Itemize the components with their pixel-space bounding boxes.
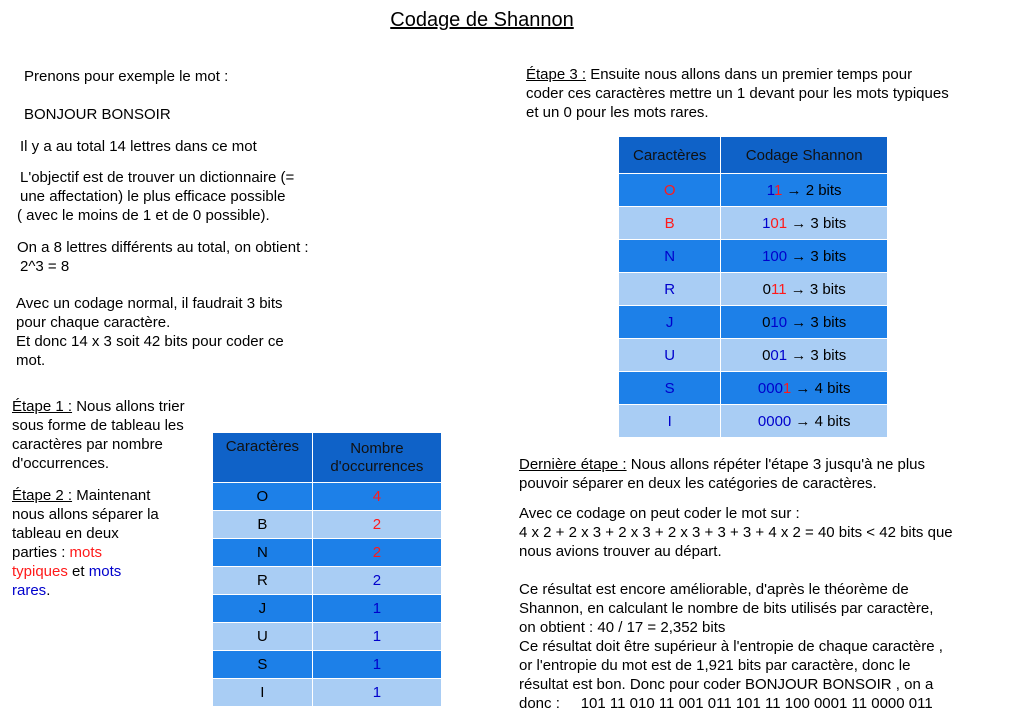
- step3-label: Étape 3 :: [526, 66, 587, 83]
- occ-char: I: [213, 679, 313, 707]
- table-row: [213, 651, 442, 679]
- code-bits: → 3 bits: [787, 214, 847, 232]
- occ-count: 2: [312, 539, 441, 567]
- shannon-char: U: [619, 339, 721, 372]
- distinct-letters-line-2: 2^3 = 8: [20, 258, 70, 275]
- table-row: [619, 372, 888, 405]
- normal-coding-line-2: pour chaque caractère.: [16, 314, 171, 331]
- table-row: [213, 539, 442, 567]
- last-step-line-2: pouvoir séparer en deux les catégories de caractères.: [519, 475, 877, 492]
- occ-count: 2: [312, 567, 441, 595]
- occ-count: 1: [312, 651, 441, 679]
- step1-line-1: [12, 397, 185, 416]
- shannon-char: J: [619, 306, 721, 339]
- normal-coding-line-4: mot.: [16, 352, 46, 369]
- occ-header-count-l1: Nombre: [350, 439, 404, 457]
- result-line-7: Ce résultat doit être supérieur à l'entropie de chaque caractère ,: [519, 638, 943, 655]
- step2-line-5: [12, 562, 121, 581]
- step2-line-3: tableau en deux: [12, 525, 119, 542]
- occ-char: J: [213, 595, 313, 623]
- normal-coding-line-3: Et donc 14 x 3 soit 42 bits pour coder ce: [16, 333, 284, 350]
- shannon-char: I: [619, 405, 721, 438]
- occ-count: 1: [312, 595, 441, 623]
- occ-count: 1: [312, 623, 441, 651]
- shannon-char: O: [619, 174, 721, 207]
- shannon-char: R: [619, 273, 721, 306]
- normal-coding-line-1: Avec un codage normal, il faudrait 3 bits: [16, 295, 283, 312]
- step1-text: Nous allons trier: [72, 398, 185, 415]
- result-line-2: 4 x 2 + 2 x 3 + 2 x 3 + 2 x 3 + 3 + 3 + 4 x 2 = 40 bits < 42 bits que: [519, 524, 953, 541]
- page-title: Codage de Shannon: [390, 9, 574, 31]
- code-suffix: 11: [770, 280, 787, 298]
- code-bits: → 3 bits: [787, 313, 847, 331]
- occ-char: U: [213, 623, 313, 651]
- objective-line-2: une affectation) le plus efficace possible: [20, 188, 286, 205]
- code-suffix: 01: [770, 214, 788, 232]
- rare-words-label-a: mots: [88, 563, 122, 580]
- code-prefix: 1: [762, 214, 771, 232]
- code-bits: → 4 bits: [791, 379, 851, 397]
- code-bits: → 3 bits: [787, 247, 847, 265]
- table-row: [619, 339, 888, 372]
- shannon-code: [721, 240, 888, 273]
- table-row: [619, 273, 888, 306]
- step3-line-3: et un 0 pour les mots rares.: [526, 104, 709, 121]
- table-row: [213, 595, 442, 623]
- example-word: BONJOUR BONSOIR: [24, 106, 171, 123]
- step2-parties: parties :: [12, 544, 70, 561]
- shannon-char: S: [619, 372, 721, 405]
- step3-text: Ensuite nous allons dans un premier temps pour: [586, 66, 913, 83]
- result-line-4: Ce résultat est encore améliorable, d'après le théorème de: [519, 581, 909, 598]
- result-line-6: on obtient : 40 / 17 = 2,352 bits: [519, 619, 726, 636]
- occ-count: 2: [312, 511, 441, 539]
- occ-char: B: [213, 511, 313, 539]
- step2-text: Maintenant: [72, 487, 151, 504]
- last-step-line-1: [519, 455, 925, 474]
- result-line-10: donc : 101 11 010 11 001 011 101 11 100 0001 11 0000 011: [519, 695, 933, 712]
- shannon-code: [721, 339, 888, 372]
- shannon-code: [721, 273, 888, 306]
- code-suffix: 00: [770, 247, 788, 265]
- step1-line-3: caractères par nombre: [12, 436, 163, 453]
- typical-words-label-a: mots: [69, 544, 103, 561]
- code-prefix: 1: [762, 247, 771, 265]
- objective-line-1: L'objectif est de trouver un dictionnaire (=: [20, 169, 295, 186]
- code-bits: → 4 bits: [791, 412, 851, 430]
- result-line-3: nous avions trouver au départ.: [519, 543, 722, 560]
- shannon-table: [618, 136, 888, 438]
- table-row: [619, 174, 888, 207]
- shannon-header-char: Caractères: [619, 137, 721, 174]
- occ-count: 1: [312, 679, 441, 707]
- code-prefix: 0: [762, 313, 771, 331]
- table-row: [619, 240, 888, 273]
- shannon-code: [721, 306, 888, 339]
- table-row: [213, 679, 442, 707]
- last-step-text: Nous allons répéter l'étape 3 jusqu'à ne plus: [626, 456, 925, 473]
- code-prefix: 0: [762, 280, 771, 298]
- table-row: [619, 306, 888, 339]
- step1-line-2: sous forme de tableau les: [12, 417, 184, 434]
- step2-line-1: [12, 486, 150, 505]
- step3-line-1: [526, 65, 912, 84]
- step2-line-4: [12, 543, 102, 562]
- shannon-code: [721, 372, 888, 405]
- objective-line-3: ( avec le moins de 1 et de 0 possible).: [17, 207, 270, 224]
- shannon-char: B: [619, 207, 721, 240]
- code-suffix: 1: [782, 379, 792, 397]
- step2-label: Étape 2 :: [12, 487, 73, 504]
- step2-dot: .: [46, 582, 51, 599]
- step2-line-6: [12, 581, 50, 600]
- occ-char: S: [213, 651, 313, 679]
- rare-words-label-b: rares: [12, 582, 47, 599]
- occ-char: N: [213, 539, 313, 567]
- table-row: [213, 623, 442, 651]
- shannon-header-code: Codage Shannon: [721, 137, 888, 174]
- step1-line-4: d'occurrences.: [12, 455, 110, 472]
- shannon-char: N: [619, 240, 721, 273]
- table-row: [619, 207, 888, 240]
- letter-count-text: Il y a au total 14 lettres dans ce mot: [20, 138, 257, 155]
- shannon-code: [721, 174, 888, 207]
- code-prefix: 0000: [757, 412, 792, 430]
- shannon-code: [721, 405, 888, 438]
- result-line-5: Shannon, en calculant le nombre de bits utilisés par caractère,: [519, 600, 934, 617]
- step1-label: Étape 1 :: [12, 398, 73, 415]
- occurrences-table: [212, 432, 442, 707]
- result-line-8: or l'entropie du mot est de 1,921 bits par caractère, donc le: [519, 657, 911, 674]
- occ-char: O: [213, 483, 313, 511]
- step2-line-2: nous allons séparer la: [12, 506, 159, 523]
- typical-words-label-b: typiques: [12, 563, 68, 580]
- shannon-code: [721, 207, 888, 240]
- occ-count: 4: [312, 483, 441, 511]
- code-prefix: 000: [757, 379, 783, 397]
- result-line-1: Avec ce codage on peut coder le mot sur :: [519, 505, 800, 522]
- step3-line-2: coder ces caractères mettre un 1 devant pour les mots typiques: [526, 85, 949, 102]
- code-suffix: 10: [770, 313, 788, 331]
- code-suffix: 01: [770, 346, 788, 364]
- table-row: [213, 567, 442, 595]
- code-prefix: 1: [766, 181, 775, 199]
- code-bits: → 3 bits: [787, 346, 847, 364]
- occ-header-count: [312, 433, 441, 483]
- result-line-9: résultat est bon. Donc pour coder BONJOUR BONSOIR , on a: [519, 676, 934, 693]
- table-row: [213, 483, 442, 511]
- last-step-label: Dernière étape :: [519, 456, 627, 473]
- code-prefix: 0: [762, 346, 771, 364]
- occ-char: R: [213, 567, 313, 595]
- distinct-letters-line-1: On a 8 lettres différents au total, on obtient :: [17, 239, 309, 256]
- intro-text: Prenons pour exemple le mot :: [24, 68, 229, 85]
- code-suffix: 1: [774, 181, 783, 199]
- table-row: [213, 511, 442, 539]
- table-row: [619, 405, 888, 438]
- code-bits: → 2 bits: [782, 181, 842, 199]
- occ-header-char: Caractères: [213, 433, 313, 483]
- code-bits: → 3 bits: [786, 280, 846, 298]
- step2-and: et: [67, 563, 89, 580]
- occ-header-count-l2: d'occurrences: [330, 457, 424, 475]
